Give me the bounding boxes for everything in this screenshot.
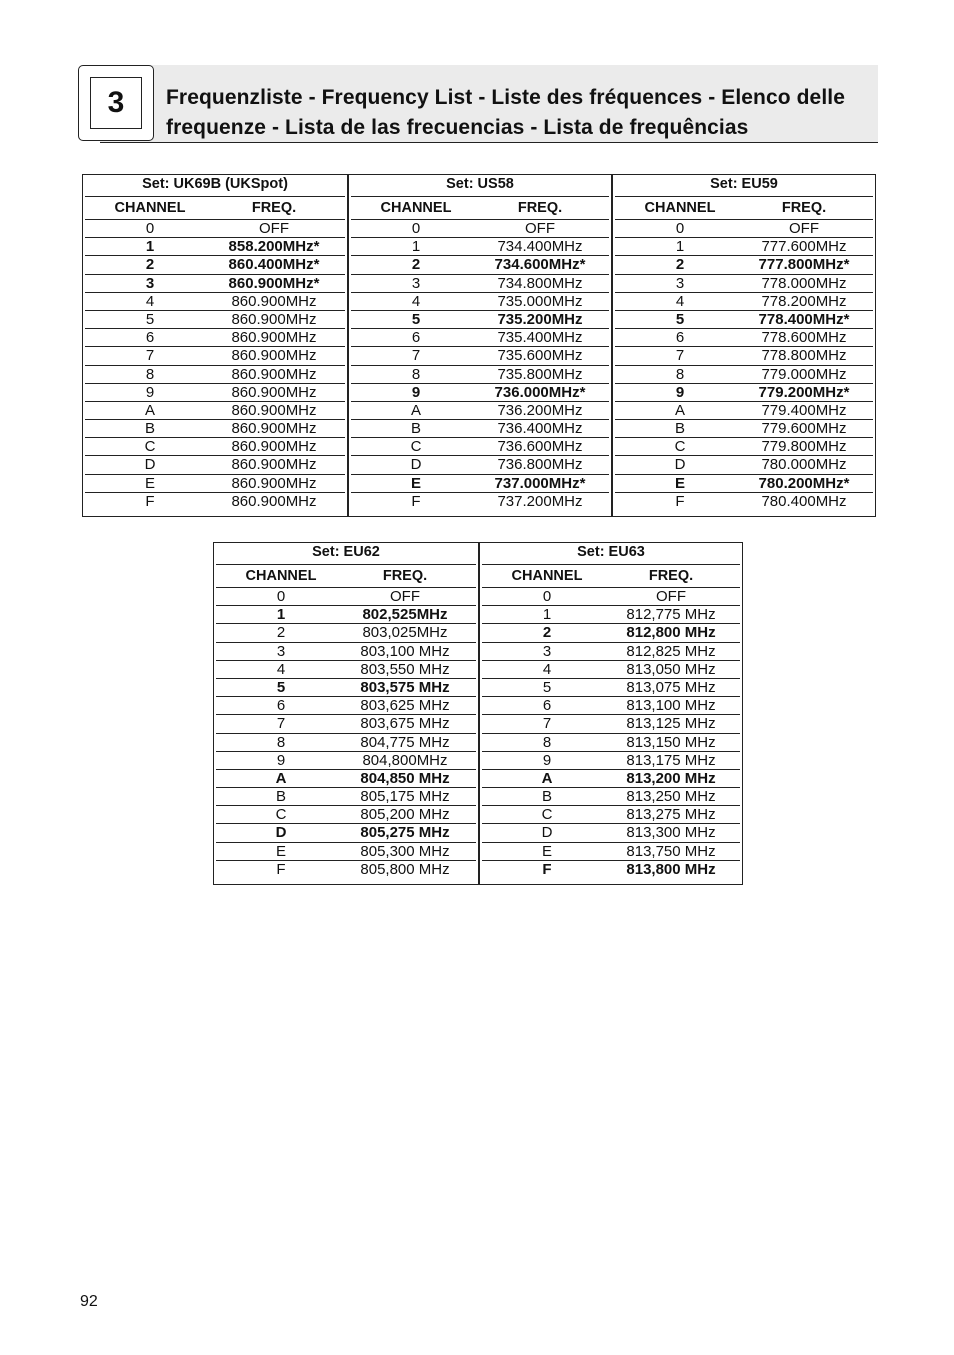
table-row: [216, 715, 476, 733]
table-row: [615, 384, 873, 402]
freq-cell: 812,775 MHz: [626, 606, 716, 624]
freq-cell: 737.000MHz*: [494, 474, 586, 492]
channel-cell: A: [410, 401, 421, 419]
channel-cell: 6: [411, 329, 421, 347]
freq-cell: 805,275 MHz: [360, 824, 450, 842]
freq-cell: 858.200MHz*: [228, 238, 320, 256]
freq-cell: 860.900MHz*: [228, 274, 320, 292]
table-row: [482, 606, 740, 624]
channel-cell: A: [144, 401, 155, 419]
table-row: [351, 366, 609, 384]
table-row: [615, 311, 873, 329]
channel-cell: 0: [411, 220, 421, 237]
frequency-table: [347, 175, 611, 516]
freq-cell: 777.600MHz: [761, 238, 847, 256]
channel-cell: F: [542, 860, 552, 878]
table-row: [85, 293, 345, 311]
channel-cell: 7: [145, 347, 155, 365]
table-row: [85, 493, 345, 511]
freq-cell: 804,800MHz: [362, 751, 448, 769]
table-row: [216, 624, 476, 642]
freq-cell: 735.800MHz: [497, 365, 583, 383]
table-row: [85, 384, 345, 402]
freq-cell: 735.200MHz: [497, 310, 583, 328]
freq-cell: 813,125 MHz: [626, 715, 716, 733]
channel-cell: C: [275, 806, 287, 824]
channel-cell: B: [541, 788, 552, 806]
channel-cell: B: [674, 420, 685, 438]
table-row: [351, 293, 609, 311]
channel-cell: A: [541, 769, 553, 787]
table-row: [216, 824, 476, 842]
channel-cell: B: [410, 420, 421, 438]
freq-cell: 860.900MHz: [231, 438, 317, 456]
channel-cell: 2: [411, 256, 421, 274]
channel-cell: A: [275, 769, 287, 787]
freq-cell: 813,175 MHz: [626, 751, 716, 769]
table-row: [615, 275, 873, 293]
table-row: [216, 661, 476, 679]
freq-cell: 803,025MHz: [362, 624, 448, 642]
channel-cell: 2: [542, 624, 552, 642]
channel-cell: F: [145, 492, 155, 510]
freq-cell: 778.200MHz: [761, 292, 847, 310]
table-row: [216, 588, 476, 606]
freq-cell: 813,200 MHz: [626, 769, 716, 787]
page-number: 92: [80, 1293, 98, 1310]
channel-header: CHANNEL: [644, 200, 716, 216]
table-rows: [351, 220, 609, 511]
frequency-tables-group-1: [82, 174, 876, 517]
channel-cell: 6: [675, 329, 685, 347]
frequency-tables-group-2: [213, 542, 743, 885]
table-row: [615, 475, 873, 493]
channel-cell: 9: [276, 751, 286, 769]
channel-cell: 9: [145, 383, 155, 401]
channel-cell: 5: [542, 678, 552, 696]
table-row: [351, 438, 609, 456]
channel-cell: 6: [145, 329, 155, 347]
table-row: [482, 734, 740, 752]
freq-cell: 779.600MHz: [761, 420, 847, 438]
table-row: [216, 770, 476, 788]
table-row: [482, 824, 740, 842]
freq-cell: 860.900MHz: [231, 456, 317, 474]
channel-cell: 8: [542, 733, 552, 751]
table-row: [615, 456, 873, 474]
freq-cell: 813,075 MHz: [626, 678, 716, 696]
table-row: [351, 256, 609, 274]
freq-cell: 813,300 MHz: [626, 824, 716, 842]
channel-cell: 0: [542, 588, 552, 605]
table-row: [615, 366, 873, 384]
channel-header: CHANNEL: [245, 568, 317, 584]
table-row: [615, 220, 873, 238]
freq-cell: 860.900MHz: [231, 492, 317, 510]
freq-cell: 804,775 MHz: [360, 733, 450, 751]
channel-cell: F: [411, 492, 421, 510]
table-row: [482, 843, 740, 861]
table-row: [482, 697, 740, 715]
freq-cell: 735.000MHz: [497, 292, 583, 310]
channel-cell: 4: [276, 660, 286, 678]
column-header-row: [482, 565, 740, 588]
set-title: Set: US58: [351, 175, 609, 197]
freq-header: FREQ.: [382, 568, 428, 584]
freq-cell: 860.900MHz: [231, 383, 317, 401]
freq-cell: 805,800 MHz: [360, 860, 450, 878]
channel-cell: C: [674, 438, 686, 456]
section-number-box: [78, 65, 154, 141]
freq-cell: 778.800MHz: [761, 347, 847, 365]
table-rows: [615, 220, 873, 511]
table-row: [615, 293, 873, 311]
freq-cell: 777.800MHz*: [758, 256, 850, 274]
channel-cell: 4: [145, 292, 155, 310]
channel-cell: 1: [542, 606, 552, 624]
freq-cell: 804,850 MHz: [360, 769, 450, 787]
table-row: [216, 788, 476, 806]
table-rows: [216, 588, 476, 879]
channel-cell: F: [276, 860, 286, 878]
set-title: Set: EU63: [482, 543, 740, 565]
freq-cell: 734.600MHz*: [494, 256, 586, 274]
freq-cell: 736.600MHz: [497, 438, 583, 456]
channel-cell: C: [144, 438, 156, 456]
table-row: [482, 752, 740, 770]
table-row: [482, 770, 740, 788]
freq-cell: 805,175 MHz: [360, 788, 450, 806]
table-row: [615, 256, 873, 274]
freq-cell: 779.200MHz*: [758, 383, 850, 401]
table-row: [216, 606, 476, 624]
freq-cell: 860.900MHz: [231, 420, 317, 438]
channel-cell: B: [275, 788, 286, 806]
table-row: [85, 275, 345, 293]
freq-cell: 813,250 MHz: [626, 788, 716, 806]
table-row: [351, 475, 609, 493]
table-row: [482, 806, 740, 824]
channel-cell: 2: [145, 256, 155, 274]
freq-cell: 860.900MHz: [231, 365, 317, 383]
freq-cell: 813,050 MHz: [626, 660, 716, 678]
freq-cell: 734.400MHz: [497, 238, 583, 256]
freq-cell: 736.800MHz: [497, 456, 583, 474]
column-header-row: [615, 197, 873, 220]
channel-cell: 8: [675, 365, 685, 383]
freq-cell: 860.900MHz: [231, 292, 317, 310]
freq-cell: 812,800 MHz: [626, 624, 716, 642]
channel-cell: 8: [411, 365, 421, 383]
table-row: [216, 734, 476, 752]
table-row: [351, 220, 609, 238]
set-title: Set: UK69B (UKSpot): [85, 175, 345, 197]
channel-cell: 5: [145, 310, 155, 328]
table-row: [351, 329, 609, 347]
column-header-row: [351, 197, 609, 220]
table-row: [482, 861, 740, 879]
channel-cell: C: [410, 438, 422, 456]
freq-cell: 736.000MHz*: [494, 383, 586, 401]
table-row: [482, 679, 740, 697]
table-row: [482, 588, 740, 606]
table-row: [216, 843, 476, 861]
freq-cell: 813,800 MHz: [626, 860, 716, 878]
channel-cell: 9: [542, 751, 552, 769]
freq-cell: 735.400MHz: [497, 329, 583, 347]
table-row: [482, 715, 740, 733]
section-number: 3: [90, 77, 142, 129]
table-row: [615, 493, 873, 511]
table-row: [85, 329, 345, 347]
freq-cell: OFF: [525, 220, 555, 237]
channel-header: CHANNEL: [380, 200, 452, 216]
table-rows: [482, 588, 740, 879]
table-row: [482, 624, 740, 642]
freq-cell: 778.400MHz*: [758, 310, 850, 328]
channel-cell: 4: [675, 292, 685, 310]
table-row: [615, 329, 873, 347]
frequency-table: [214, 543, 478, 884]
freq-cell: 734.800MHz: [497, 274, 583, 292]
freq-cell: 813,150 MHz: [626, 733, 716, 751]
channel-cell: 3: [411, 274, 421, 292]
channel-cell: 7: [542, 715, 552, 733]
freq-cell: 860.900MHz: [231, 329, 317, 347]
freq-cell: 778.600MHz: [761, 329, 847, 347]
channel-cell: D: [275, 824, 287, 842]
channel-cell: 9: [675, 383, 685, 401]
freq-cell: 780.200MHz*: [758, 474, 850, 492]
channel-cell: 8: [145, 365, 155, 383]
freq-cell: 780.000MHz: [761, 456, 847, 474]
channel-cell: 3: [675, 274, 685, 292]
channel-cell: 6: [542, 697, 552, 715]
frequency-table: [611, 175, 875, 516]
frequency-table: [478, 543, 742, 884]
channel-cell: E: [541, 842, 552, 860]
channel-cell: 1: [411, 238, 421, 256]
table-row: [85, 475, 345, 493]
table-row: [351, 493, 609, 511]
table-row: [85, 420, 345, 438]
freq-cell: 779.800MHz: [761, 438, 847, 456]
channel-cell: 5: [675, 310, 685, 328]
table-rows: [85, 220, 345, 511]
table-row: [85, 402, 345, 420]
channel-cell: F: [675, 492, 685, 510]
freq-cell: 803,575 MHz: [360, 678, 450, 696]
channel-cell: 9: [411, 383, 421, 401]
table-row: [615, 438, 873, 456]
freq-cell: 860.900MHz: [231, 310, 317, 328]
freq-cell: 803,550 MHz: [360, 660, 450, 678]
channel-cell: 4: [411, 292, 421, 310]
set-title: Set: EU62: [216, 543, 476, 565]
freq-cell: 860.400MHz*: [228, 256, 320, 274]
channel-cell: 7: [675, 347, 685, 365]
freq-cell: 813,100 MHz: [626, 697, 716, 715]
freq-header: FREQ.: [648, 568, 694, 584]
table-row: [615, 238, 873, 256]
table-row: [615, 420, 873, 438]
channel-cell: 1: [145, 238, 155, 256]
table-row: [216, 861, 476, 879]
channel-cell: 2: [675, 256, 685, 274]
table-row: [351, 275, 609, 293]
channel-header: CHANNEL: [511, 568, 583, 584]
set-title: Set: EU59: [615, 175, 873, 197]
table-row: [351, 347, 609, 365]
channel-cell: 0: [276, 588, 286, 605]
channel-cell: 2: [276, 624, 286, 642]
freq-cell: OFF: [259, 220, 289, 237]
channel-cell: 5: [411, 310, 421, 328]
channel-cell: C: [541, 806, 553, 824]
freq-cell: 803,100 MHz: [360, 642, 450, 660]
table-row: [482, 788, 740, 806]
freq-cell: 736.400MHz: [497, 420, 583, 438]
channel-cell: 4: [542, 660, 552, 678]
table-row: [615, 402, 873, 420]
table-row: [351, 420, 609, 438]
table-row: [85, 456, 345, 474]
channel-cell: 3: [542, 642, 552, 660]
table-row: [85, 347, 345, 365]
table-row: [351, 402, 609, 420]
freq-cell: 812,825 MHz: [626, 642, 716, 660]
channel-cell: E: [144, 474, 155, 492]
table-row: [482, 643, 740, 661]
freq-cell: 813,750 MHz: [626, 842, 716, 860]
channel-header: CHANNEL: [114, 200, 186, 216]
channel-cell: D: [674, 456, 686, 474]
freq-cell: 735.600MHz: [497, 347, 583, 365]
table-row: [216, 806, 476, 824]
freq-cell: 780.400MHz: [761, 492, 847, 510]
channel-cell: 5: [276, 678, 286, 696]
channel-cell: 3: [276, 642, 286, 660]
table-row: [85, 438, 345, 456]
channel-cell: 3: [145, 274, 155, 292]
channel-cell: E: [674, 474, 685, 492]
table-row: [351, 238, 609, 256]
table-row: [85, 256, 345, 274]
channel-cell: 1: [675, 238, 685, 256]
freq-cell: 803,675 MHz: [360, 715, 450, 733]
channel-cell: E: [275, 842, 286, 860]
table-row: [216, 697, 476, 715]
freq-cell: 803,625 MHz: [360, 697, 450, 715]
table-row: [482, 661, 740, 679]
freq-cell: 860.900MHz: [231, 401, 317, 419]
channel-cell: E: [410, 474, 421, 492]
table-row: [351, 311, 609, 329]
table-row: [85, 220, 345, 238]
freq-cell: 778.000MHz: [761, 274, 847, 292]
page-title: Frequenzliste - Frequency List - Liste des fréquences - Elenco delle frequenze - Lista de las frecuencias - Lista de frequências: [166, 86, 845, 139]
table-row: [216, 752, 476, 770]
channel-cell: 6: [276, 697, 286, 715]
table-row: [615, 347, 873, 365]
table-row: [85, 238, 345, 256]
table-row: [85, 311, 345, 329]
channel-cell: D: [541, 824, 553, 842]
channel-cell: D: [410, 456, 422, 474]
table-row: [85, 366, 345, 384]
channel-cell: 8: [276, 733, 286, 751]
table-row: [216, 679, 476, 697]
table-row: [216, 643, 476, 661]
freq-cell: OFF: [390, 588, 420, 605]
freq-cell: OFF: [789, 220, 819, 237]
channel-cell: 7: [411, 347, 421, 365]
freq-cell: 813,275 MHz: [626, 806, 716, 824]
freq-cell: 736.200MHz: [497, 401, 583, 419]
channel-cell: A: [674, 401, 685, 419]
channel-cell: D: [144, 456, 156, 474]
freq-header: FREQ.: [781, 200, 827, 216]
freq-cell: 860.900MHz: [231, 474, 317, 492]
channel-cell: 7: [276, 715, 286, 733]
table-row: [351, 456, 609, 474]
column-header-row: [85, 197, 345, 220]
table-row: [351, 384, 609, 402]
freq-cell: 805,200 MHz: [360, 806, 450, 824]
freq-cell: 860.900MHz: [231, 347, 317, 365]
freq-header: FREQ.: [251, 200, 297, 216]
channel-cell: 0: [145, 220, 155, 237]
channel-cell: 0: [675, 220, 685, 237]
channel-cell: 1: [276, 606, 286, 624]
freq-cell: 802,525MHz: [362, 606, 448, 624]
freq-cell: OFF: [656, 588, 686, 605]
column-header-row: [216, 565, 476, 588]
frequency-table: [83, 175, 347, 516]
freq-cell: 779.000MHz: [761, 365, 847, 383]
freq-cell: 737.200MHz: [497, 492, 583, 510]
channel-cell: B: [144, 420, 155, 438]
freq-cell: 805,300 MHz: [360, 842, 450, 860]
freq-header: FREQ.: [517, 200, 563, 216]
freq-cell: 779.400MHz: [761, 401, 847, 419]
